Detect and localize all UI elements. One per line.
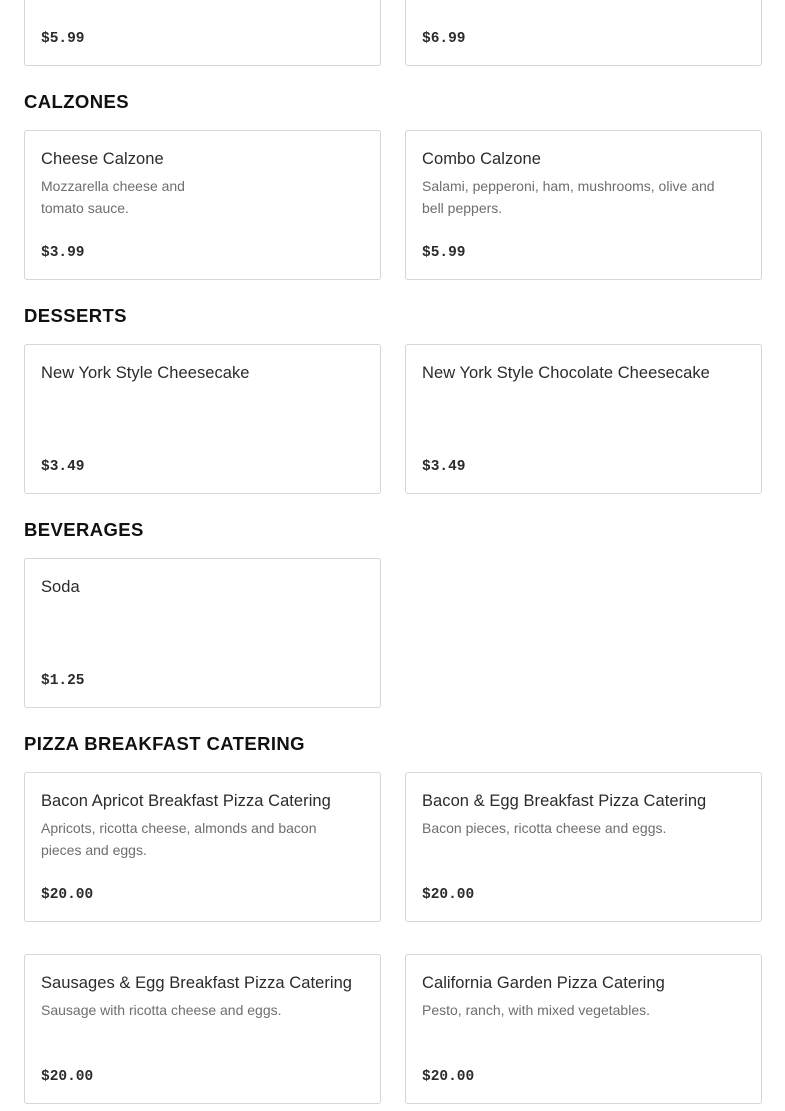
item-name: New York Style Cheesecake [41, 364, 250, 382]
item-name: Combo Calzone [422, 150, 541, 168]
item-description: Pesto, ranch, with mixed vegetables. [422, 1002, 651, 1018]
item-name: Cheese Calzone [41, 150, 164, 168]
menu-item-card[interactable] [405, 0, 762, 66]
item-description: Mozzarella cheese and tomato sauce. [41, 178, 185, 216]
item-price: $5.99 [41, 31, 85, 47]
item-price: $20.00 [422, 887, 475, 903]
section-title-desserts: DESSERTS [24, 305, 127, 326]
item-price: $20.00 [422, 1069, 475, 1085]
item-price: $1.25 [41, 673, 85, 689]
menu-item-card[interactable] [405, 130, 762, 280]
item-name: Soda [41, 578, 80, 596]
item-price: $20.00 [41, 887, 94, 903]
menu-item-card[interactable] [24, 772, 381, 922]
item-name: Sausages & Egg Breakfast Pizza Catering [41, 974, 353, 992]
menu-item-card[interactable] [405, 772, 762, 922]
item-description: Sausage with ricotta cheese and eggs. [41, 1002, 282, 1018]
item-price: $3.49 [41, 459, 85, 475]
menu-item-card[interactable] [24, 954, 381, 1104]
item-description: Bacon pieces, ricotta cheese and eggs. [422, 820, 667, 836]
item-name: Bacon Apricot Breakfast Pizza Catering [41, 792, 331, 810]
item-name: Bacon & Egg Breakfast Pizza Catering [422, 792, 707, 810]
item-description: Apricots, ricotta cheese, almonds and bacon pieces and eggs. [41, 820, 317, 858]
item-price: $5.99 [422, 245, 466, 261]
menu-item-card[interactable] [24, 558, 381, 708]
item-description: Salami, pepperoni, ham, mushrooms, olive and bell peppers. [422, 178, 715, 216]
item-name: New York Style Chocolate Cheesecake [422, 364, 710, 382]
section-title-calzones: CALZONES [24, 91, 129, 112]
item-price: $6.99 [422, 31, 466, 47]
section-title-pizza-breakfast-catering: PIZZA BREAKFAST CATERING [24, 733, 305, 754]
menu-item-card[interactable] [24, 130, 381, 280]
menu-item-card[interactable] [24, 0, 381, 66]
menu-item-card[interactable] [405, 954, 762, 1104]
section-title-beverages: BEVERAGES [24, 519, 144, 540]
item-name: California Garden Pizza Catering [422, 974, 665, 992]
item-price: $20.00 [41, 1069, 94, 1085]
menu-item-card[interactable] [24, 344, 381, 494]
item-price: $3.99 [41, 245, 85, 261]
item-price: $3.49 [422, 459, 466, 475]
menu-item-card[interactable] [405, 344, 762, 494]
